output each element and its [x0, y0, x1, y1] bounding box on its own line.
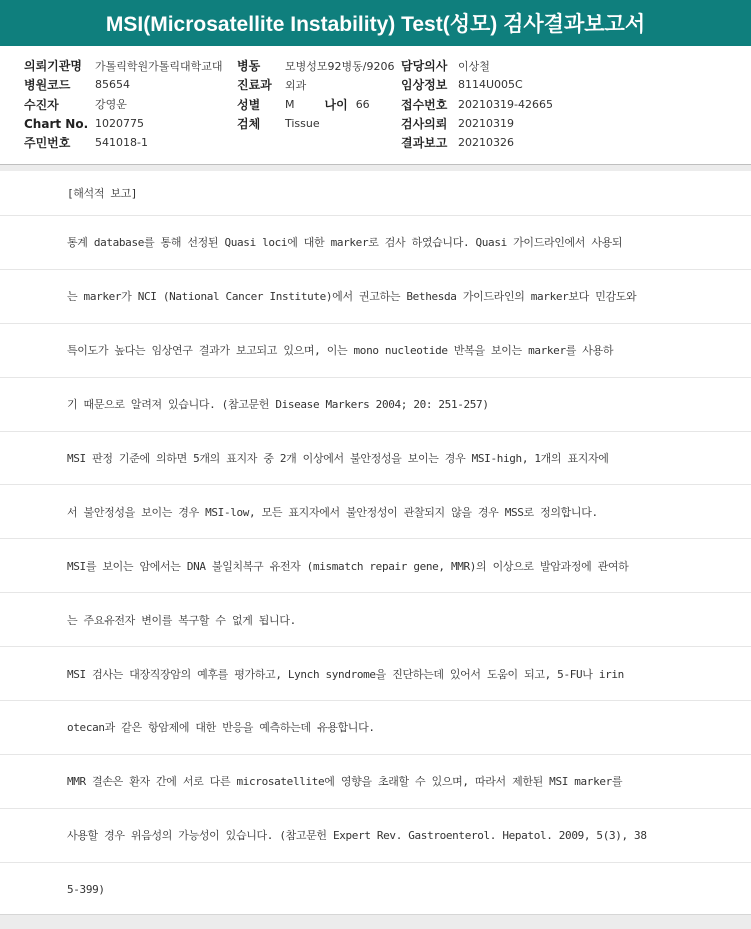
report-title-bar: [0, 0, 751, 46]
field-label: 의뢰기관명: [24, 59, 82, 74]
field-label: 주민번호: [24, 136, 71, 151]
report-line: 기 때문으로 알려져 있습니다. (참고문헌 Disease Markers 2004; 20: 251-257): [0, 378, 751, 432]
patient-info-column-2: [237, 56, 394, 133]
age-label: 나이: [324, 97, 348, 112]
report-line: MSI를 보이는 암에서는 DNA 불일치복구 유전자 (mismatch repair gene, MMR)의 이상으로 발암과정에 관여하: [0, 539, 751, 593]
sex-value: M: [285, 97, 295, 111]
field-label: 접수번호: [401, 97, 448, 112]
field-value: 모병성모92병동/9206: [285, 59, 395, 73]
report-line: MMR 결손은 환자 간에 서로 다른 microsatellite에 영향을 초래할 수 있으며, 따라서 제한된 MSI marker를: [0, 755, 751, 809]
field-label: 성별: [237, 97, 261, 112]
field-label: 검사의뢰: [401, 117, 448, 132]
field-value: Tissue: [285, 117, 320, 131]
report-line: otecan과 같은 항암제에 대한 반응을 예측하는데 유용합니다.: [0, 701, 751, 755]
field-value: 541018-1: [95, 136, 148, 150]
field-sex-age: [237, 95, 394, 114]
report-title: MSI(Microsatellite Instability) Test(성모) 검사결과보고서: [105, 13, 646, 36]
field-value: 85654: [95, 78, 130, 92]
field-label: 병원코드: [24, 78, 71, 93]
field-receipt-number: [401, 95, 553, 114]
field-value: 8114U005C: [458, 78, 523, 92]
field-specimen: [237, 114, 394, 133]
report-line: 통계 database를 통해 선정된 Quasi loci에 대한 marker로 검사 하였습니다. Quasi 가이드라인에서 사용되: [0, 216, 751, 270]
report-line: MSI 검사는 대장직장암의 예후를 평가하고, Lynch syndrome을 진단하는데 있어서 도움이 되고, 5-FU나 irin: [0, 647, 751, 701]
report-line: 특이도가 높다는 임상연구 결과가 보고되고 있으며, 이는 mono nucleotide 반복을 보이는 marker를 사용하: [0, 324, 751, 378]
patient-info-column-1: [24, 56, 223, 152]
field-resident-number: [24, 133, 223, 152]
field-department: [237, 75, 394, 94]
report-line: 는 주요유전자 변이를 복구할 수 없게 됩니다.: [0, 593, 751, 647]
field-physician: [401, 56, 553, 75]
field-value: 20210326: [458, 136, 514, 150]
field-ward: [237, 56, 394, 75]
report-line: 사용할 경우 위음성의 가능성이 있습니다. (참고문헌 Expert Rev. Gastroenterol. Hepatol. 2009, 5(3), 38: [0, 809, 751, 863]
field-chart-no: [24, 114, 223, 133]
field-value: 외과: [285, 78, 307, 92]
field-label: 병동: [237, 59, 261, 74]
field-hospital-code: [24, 75, 223, 94]
field-label: 결과보고: [401, 136, 448, 151]
field-test-request-date: [401, 114, 553, 133]
field-result-report-date: [401, 133, 553, 152]
report-line: 는 marker가 NCI (National Cancer Institute)에서 권고하는 Bethesda 가이드라인의 marker보다 민감도와: [0, 270, 751, 324]
field-value: 1020775: [95, 117, 144, 131]
field-label: 검체: [237, 117, 261, 132]
field-clinical-info: [401, 75, 553, 94]
interpretive-report: [0, 171, 751, 914]
patient-info-header: [0, 46, 751, 165]
field-requesting-institution: [24, 56, 223, 75]
field-label: 진료과: [237, 78, 272, 93]
field-label: 임상정보: [401, 78, 448, 93]
patient-info-column-3: [401, 56, 553, 152]
field-value: 가톨릭학원가톨릭대학교대: [95, 59, 223, 73]
field-label: 담당의사: [401, 59, 448, 74]
field-label: 수진자: [24, 97, 59, 112]
field-value: 이상철: [458, 59, 490, 73]
field-value: 20210319-42665: [458, 97, 553, 111]
report-line: MSI 판정 기준에 의하면 5개의 표지자 중 2개 이상에서 불안정성을 보이는 경우 MSI-high, 1개의 표지자에: [0, 432, 751, 486]
field-value: 강영운: [95, 98, 127, 112]
age-value: 66: [355, 97, 370, 111]
field-label: Chart No.: [24, 116, 89, 131]
report-line: 서 불안정성을 보이는 경우 MSI-low, 모든 표지자에서 불안정성이 관찰되지 않을 경우 MSS로 정의합니다.: [0, 485, 751, 539]
bottom-border: [0, 914, 751, 929]
field-patient-name: [24, 95, 223, 114]
report-heading: [해석적 보고]: [0, 171, 751, 216]
report-line: 5-399): [0, 863, 751, 917]
field-value: 20210319: [458, 117, 514, 131]
